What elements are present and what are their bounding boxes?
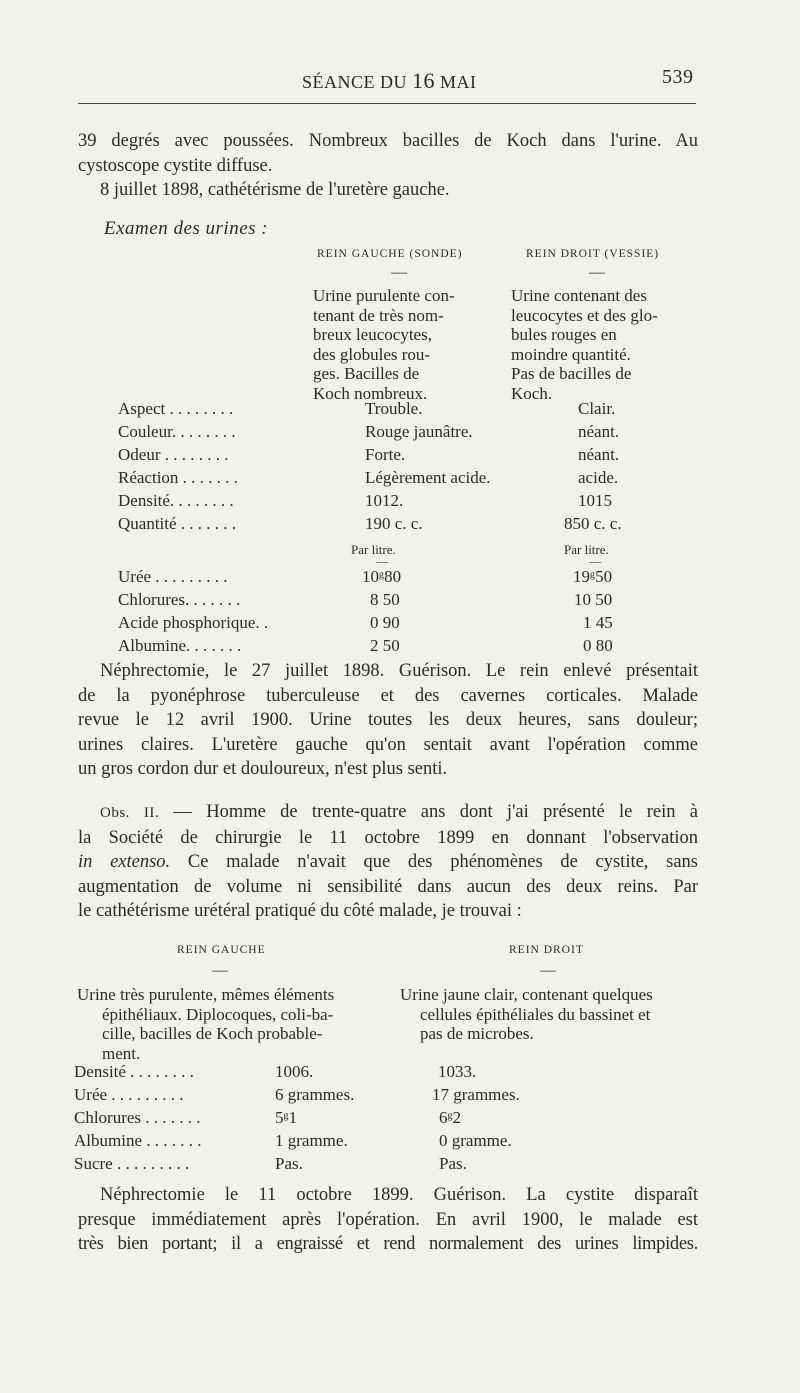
exam-heading: Examen des urines : bbox=[104, 218, 269, 239]
table1-row-right: 850 c. c. bbox=[564, 514, 622, 533]
paragraph-line: de la pyonéphrose tuberculeuse et des cavernes corticales. Malade bbox=[78, 685, 698, 706]
desc-line: ment. bbox=[102, 1043, 141, 1063]
header-rule bbox=[78, 103, 696, 104]
table1-dash-right: — bbox=[589, 264, 605, 281]
table1-row2-right: 10 50 bbox=[574, 590, 613, 609]
obs2-line1 bbox=[78, 800, 698, 826]
table1-row-label: Couleur. . . . . . . . bbox=[118, 422, 236, 441]
table2-row-right: Pas. bbox=[439, 1154, 467, 1173]
obs2-line2: la Société de chirurgie le 11 octobre 1899 en donnant l'observation bbox=[78, 827, 698, 848]
table2-row-label: Urée . . . . . . . . . bbox=[74, 1085, 184, 1104]
table1-row2-label: Acide phosphorique. . bbox=[118, 613, 269, 632]
desc-line: Urine jaune clair, contenant quelques bbox=[400, 985, 653, 1004]
paragraph-line: Néphrectomie le 11 octobre 1899. Guérison. La cystite disparaît bbox=[100, 1185, 698, 1205]
desc-line: Urine très purulente, mêmes éléments bbox=[77, 985, 335, 1004]
table1-row-left: Légèrement acide. bbox=[365, 468, 491, 487]
table1-unit-left: Par litre. bbox=[351, 542, 396, 557]
table1-row-left: 190 c. c. bbox=[365, 514, 423, 533]
table2-col-right: REIN DROIT bbox=[509, 944, 584, 956]
table2-row-label: Chlorures . . . . . . . bbox=[74, 1108, 201, 1127]
table1-row2-label: Chlorures. . . . . . . bbox=[118, 590, 241, 609]
paragraph-nephrectomy-2 bbox=[78, 1183, 698, 1257]
table1-row2-left: 8 50 bbox=[370, 590, 400, 609]
table1-row-left: 1012. bbox=[365, 491, 404, 510]
table1-row-label: Aspect . . . . . . . . bbox=[118, 399, 234, 418]
desc-line: des globules rou- bbox=[313, 344, 431, 364]
table2-row-right: 1033. bbox=[438, 1062, 477, 1081]
table1-row-left: Forte. bbox=[365, 445, 406, 464]
intro-line: 39 degrés avec poussées. Nombreux bacilles de Koch dans l'urine. Au bbox=[78, 131, 698, 151]
table1-col-left: REIN GAUCHE (SONDE) bbox=[317, 248, 463, 260]
table1-row-left: Trouble. bbox=[365, 399, 423, 418]
table1-row-label: Densité. . . . . . . . bbox=[118, 491, 234, 510]
intro-line: 8 juillet 1898, cathétérisme de l'uretère gauche. bbox=[100, 180, 450, 200]
table1-row-right: néant. bbox=[578, 445, 620, 464]
table2-row-label: Sucre . . . . . . . . . bbox=[74, 1154, 190, 1173]
paragraph-nephrectomy-1 bbox=[78, 659, 698, 782]
desc-line: moindre quantité. bbox=[511, 344, 631, 364]
desc-line: Koch nombreux. bbox=[313, 383, 428, 403]
desc-line: Urine purulente con- bbox=[313, 286, 455, 305]
paragraph-line: très bien portant; il a engraissé et rend normalement des urines limpides. bbox=[78, 1234, 698, 1254]
table2-row-label: Densité . . . . . . . . bbox=[74, 1062, 194, 1081]
table1-row2-right: 1 45 bbox=[583, 613, 613, 632]
table2-desc-left bbox=[77, 985, 334, 1063]
table1-unit-dash-right: — bbox=[589, 554, 601, 568]
paragraph-line: revue le 12 avril 1900. Urine toutes les deux heures, sans douleur; bbox=[78, 710, 698, 730]
table1-row2-left: 2 50 bbox=[370, 636, 400, 655]
table2-row-left: 5ᵍ1 bbox=[275, 1108, 298, 1127]
desc-line: épithéliaux. Diplocoques, coli-ba- bbox=[102, 1004, 334, 1024]
paragraph-line: Néphrectomie, le 27 juillet 1898. Guérison. Le rein enlevé présentait bbox=[100, 661, 698, 681]
table2-row-label: Albumine . . . . . . . bbox=[74, 1131, 202, 1150]
table2-row-left: 1006. bbox=[275, 1062, 314, 1081]
obs2-line3 bbox=[78, 850, 698, 875]
table1-row2-left: 10ᵍ80 bbox=[362, 567, 402, 586]
table1-desc-right bbox=[511, 286, 658, 403]
table2-col-left: REIN GAUCHE bbox=[177, 944, 266, 956]
table1-row-left: Rouge jaunâtre. bbox=[365, 422, 473, 441]
table1-row-label: Réaction . . . . . . . bbox=[118, 468, 238, 487]
table1-row-right: néant. bbox=[578, 422, 620, 441]
header-month: MAI bbox=[440, 72, 477, 92]
intro-paragraph bbox=[78, 129, 698, 203]
table1-row2-label: Urée . . . . . . . . . bbox=[118, 567, 228, 586]
desc-line: Pas de bacilles de bbox=[511, 364, 632, 383]
table1-row-label: Odeur . . . . . . . . bbox=[118, 445, 229, 464]
table2-row-right: 0 gramme. bbox=[439, 1131, 512, 1150]
page-number: 539 bbox=[662, 66, 694, 88]
intro-line: cystoscope cystite diffuse. bbox=[78, 155, 273, 176]
table1-desc-left bbox=[313, 286, 455, 403]
table2-dash-left: — bbox=[212, 962, 228, 979]
header-day: 16 bbox=[412, 68, 436, 93]
table1-row-right: Clair. bbox=[578, 399, 616, 418]
desc-line: pas de microbes. bbox=[420, 1024, 534, 1043]
table2-desc-right bbox=[400, 985, 653, 1044]
table1-unit-dash-left: — bbox=[376, 554, 388, 568]
paragraph-line: presque immédiatement après l'opération. En avril 1900, le malade est bbox=[78, 1209, 698, 1230]
table1-row2-left: 0 90 bbox=[370, 613, 400, 632]
table1-row-right: acide. bbox=[578, 468, 619, 487]
table1-row2-right: 0 80 bbox=[583, 636, 613, 655]
obs2-line3-text: Ce malade n'avait que des phénomènes de cystite, sans bbox=[170, 852, 698, 872]
table2-row-right: 6ᵍ2 bbox=[439, 1108, 462, 1127]
obs2-line4: augmentation de volume ni sensibilité dans aucun des deux reins. Par bbox=[78, 876, 698, 897]
table1-row-label: Quantité . . . . . . . bbox=[118, 514, 237, 533]
obs2-label: Obs. II. bbox=[100, 805, 160, 821]
table2-row-left: 6 grammes. bbox=[275, 1085, 355, 1104]
header-title: SÉANCE DU bbox=[302, 72, 408, 92]
table2-dash-right: — bbox=[540, 962, 556, 979]
table1-row2-label: Albumine. . . . . . . bbox=[118, 636, 242, 655]
desc-line: ges. Bacilles de bbox=[313, 364, 420, 383]
obs2-line5: le cathétérisme urétéral pratiqué du côté malade, je trouvai : bbox=[78, 901, 522, 921]
paragraph-line: urines claires. L'uretère gauche qu'on sentait avant l'opération comme bbox=[78, 734, 698, 755]
desc-line: cellules épithéliales du bassinet et bbox=[420, 1004, 651, 1024]
obs2-line1-text: — Homme de trente-quatre ans dont j'ai présenté le rein à bbox=[159, 802, 698, 822]
table2-row-left: 1 gramme. bbox=[275, 1131, 348, 1150]
table1-dash-left: — bbox=[391, 264, 407, 281]
table1-col-right: REIN DROIT (VESSIE) bbox=[526, 248, 660, 260]
desc-line: bules rouges en bbox=[511, 325, 617, 344]
table1-unit-right: Par litre. bbox=[564, 542, 609, 557]
table2-row-left: Pas. bbox=[275, 1154, 303, 1173]
table1-row-right: 1015 bbox=[578, 491, 612, 510]
running-header bbox=[302, 68, 477, 94]
paragraph-line: un gros cordon dur et douloureux, n'est plus senti. bbox=[78, 759, 448, 779]
observation-2 bbox=[78, 800, 698, 924]
desc-line: cille, bacilles de Koch probable- bbox=[102, 1024, 323, 1043]
desc-line: breux leucocytes, bbox=[313, 325, 432, 344]
table1-row2-right: 19ᵍ50 bbox=[573, 567, 613, 586]
table2-row-right: 17 grammes. bbox=[432, 1085, 520, 1104]
obs2-italic: in extenso. bbox=[78, 852, 171, 872]
desc-line: Koch. bbox=[511, 383, 553, 403]
desc-line: leucocytes et des glo- bbox=[511, 305, 658, 325]
desc-line: tenant de très nom- bbox=[313, 305, 444, 325]
desc-line: Urine contenant des bbox=[511, 286, 647, 305]
